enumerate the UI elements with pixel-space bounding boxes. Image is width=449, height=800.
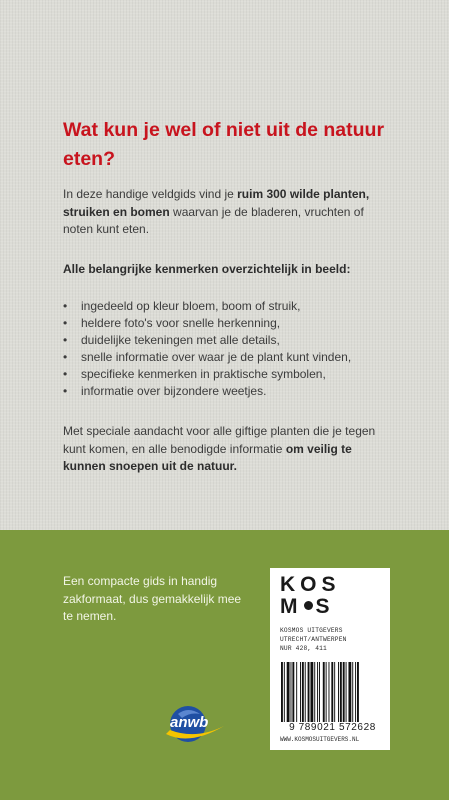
barcode-bar	[319, 662, 320, 722]
barcode-bar	[323, 662, 325, 722]
cover-heading: Wat kun je wel of niet uit de natuur eten?	[63, 119, 385, 170]
list-item: • snelle informatie over waar je de plant kunt vinden,	[63, 349, 393, 366]
barcode-bar	[281, 662, 283, 722]
publisher-details	[280, 626, 385, 653]
publisher-city: UTRECHT/ANTWERPEN	[280, 636, 347, 643]
barcode-bar	[310, 662, 313, 722]
barcode-bar	[334, 662, 335, 722]
list-item: • duidelijke tekeningen met alle details,	[63, 332, 393, 349]
publisher-label	[270, 568, 390, 750]
barcode-bar	[291, 662, 292, 722]
barcode-bar	[292, 662, 294, 722]
barcode-bar	[317, 662, 318, 722]
barcode-bar	[326, 662, 327, 722]
barcode-bar	[352, 662, 353, 722]
barcode-bar	[305, 662, 306, 722]
barcode-bar	[331, 662, 333, 722]
barcode-bar	[284, 662, 285, 722]
barcode-bar	[338, 662, 339, 722]
isbn-barcode	[280, 662, 385, 722]
barcode-bar	[348, 662, 351, 722]
intro-paragraph	[63, 186, 383, 239]
intro-text-bold: ruim 300 wilde planten, struiken en bomen	[63, 187, 370, 219]
anwb-logo-text: anwb	[170, 714, 209, 731]
barcode-bar	[343, 662, 345, 722]
barcode-bar	[357, 662, 359, 722]
anwb-logo	[160, 700, 230, 746]
features-list	[63, 298, 393, 400]
publisher-website: WWW.KOSMOSUITGEVERS.NL	[280, 736, 360, 743]
barcode-bar	[308, 662, 310, 722]
kosmos-logo	[280, 574, 341, 618]
list-item: • ingedeeld op kleur bloem, boom of struik,	[63, 298, 393, 315]
intro-text-end: waarvan je de bladeren, vruchten of noten kunt eten.	[63, 204, 364, 236]
barcode-bar	[302, 662, 304, 722]
barcode-bar	[314, 662, 315, 722]
kosmos-dot-icon	[304, 601, 313, 610]
barcode-bar	[287, 662, 290, 722]
format-tagline: Een compacte gids in handig zakformaat, dus gemakkelijk mee te nemen.	[63, 574, 242, 623]
kosmos-logo-line2	[280, 596, 341, 618]
kosmos-logo-letter-m: M	[280, 595, 303, 618]
barcode-bar	[329, 662, 330, 722]
kosmos-logo-line1: KOS	[280, 573, 341, 596]
closing-text-bold: om veilig te kunnen snoepen uit de natuur.	[63, 441, 352, 473]
list-item: • heldere foto's voor snelle herkenning,	[63, 315, 393, 332]
kosmos-logo-letter-s: S	[315, 595, 335, 618]
isbn-number: 9 789021 572628	[289, 722, 376, 733]
list-item: • informatie over bijzondere weetjes.	[63, 383, 393, 400]
closing-text-start: Met speciale aandacht voor alle giftige planten die je tegen kunt komen, en alle benodigde informatie	[63, 424, 376, 456]
list-item: • specifieke kenmerken in praktische symbolen,	[63, 366, 393, 383]
publisher-name: KOSMOS UITGEVERS	[280, 627, 343, 634]
barcode-bar	[346, 662, 347, 722]
nur-code: NUR 428, 411	[280, 645, 327, 652]
barcode-bar	[355, 662, 356, 722]
barcode-bar	[300, 662, 301, 722]
intro-text-start: In deze handige veldgids vind je	[63, 187, 238, 201]
barcode-bar	[340, 662, 342, 722]
barcode-bar	[296, 662, 297, 722]
features-subheading: Alle belangrijke kenmerken overzichtelijk in beeld:	[63, 262, 351, 276]
closing-paragraph	[63, 423, 381, 476]
